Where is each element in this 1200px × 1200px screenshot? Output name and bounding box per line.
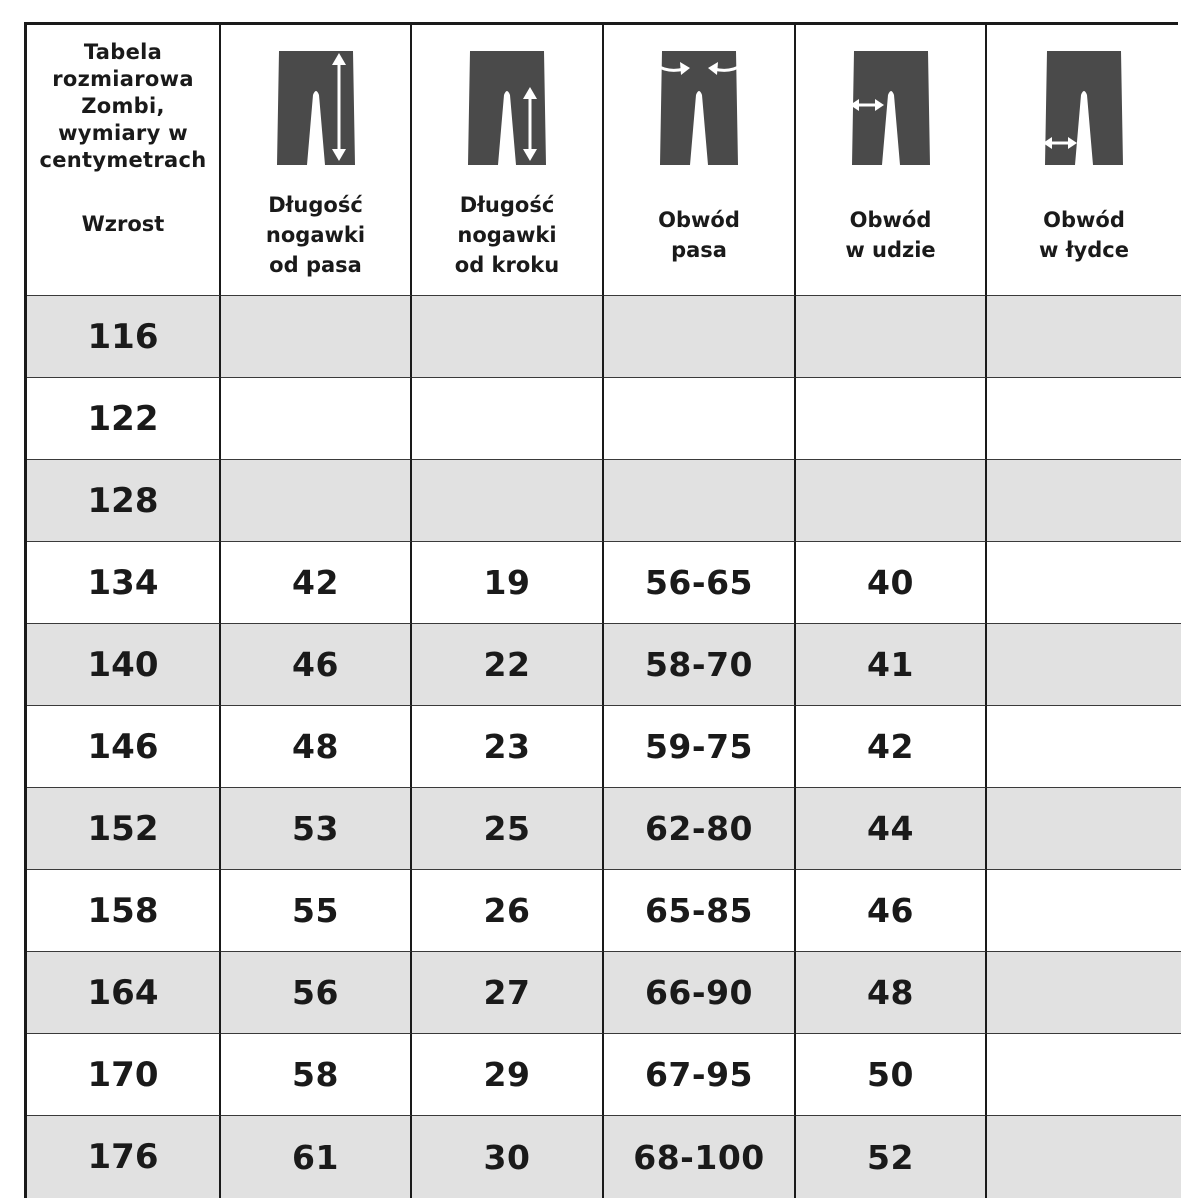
pants-calf-icon xyxy=(1039,47,1129,167)
cell-value: 68-100 xyxy=(633,1137,765,1177)
column-label: Długość nogawki od pasa xyxy=(265,193,366,277)
height-value: 170 xyxy=(87,1054,159,1095)
cell-value: 26 xyxy=(483,891,531,930)
cell-value: 41 xyxy=(867,645,914,684)
height-value: 116 xyxy=(87,316,159,357)
cell-value: 58-70 xyxy=(644,645,754,684)
column-label: Obwód pasa xyxy=(658,208,740,262)
column-header-leg-length-waist xyxy=(221,25,412,296)
cell-value: 52 xyxy=(867,1137,914,1177)
column-header-waist xyxy=(604,25,796,296)
pants-thigh-icon xyxy=(846,47,936,167)
cell-value: 22 xyxy=(483,645,531,684)
cell-value: 56 xyxy=(292,973,339,1012)
cell-value: 55 xyxy=(292,891,339,930)
cell-value: 58 xyxy=(292,1055,339,1094)
cell-value: 25 xyxy=(483,809,531,848)
height-value: 128 xyxy=(87,480,159,521)
cell-value: 66-90 xyxy=(644,973,754,1012)
table-title-cell xyxy=(27,25,221,296)
column-label: Obwód w udzie xyxy=(845,208,936,262)
cell-value: 19 xyxy=(483,563,531,602)
pants-waist-icon xyxy=(654,47,744,167)
pants-full-length-icon xyxy=(271,47,361,167)
cell-value: 46 xyxy=(867,891,914,930)
cell-value: 42 xyxy=(867,727,914,766)
cell-value: 56-65 xyxy=(644,563,754,602)
cell-value: 40 xyxy=(867,563,914,602)
cell-value: 67-95 xyxy=(644,1055,754,1094)
cell-value: 48 xyxy=(292,727,339,766)
column-label: Obwód w łydce xyxy=(1039,208,1129,262)
cell-value: 50 xyxy=(867,1055,914,1094)
height-value: 146 xyxy=(87,726,159,767)
height-value: 176 xyxy=(87,1137,159,1177)
cell-value: 53 xyxy=(292,809,339,848)
column-label: Długość nogawki od kroku xyxy=(454,193,560,277)
size-table xyxy=(24,22,1178,1198)
column-header-thigh xyxy=(796,25,987,296)
height-value: 140 xyxy=(87,644,159,685)
cell-value: 30 xyxy=(483,1137,531,1177)
cell-value: 29 xyxy=(483,1055,531,1094)
cell-value: 23 xyxy=(483,727,531,766)
height-value: 158 xyxy=(87,890,159,931)
cell-value: 65-85 xyxy=(644,891,754,930)
cell-value: 42 xyxy=(292,563,339,602)
height-value: 152 xyxy=(87,808,159,849)
column-header-leg-length-crotch xyxy=(412,25,604,296)
cell-value: 61 xyxy=(292,1137,339,1177)
height-value: 134 xyxy=(87,562,159,603)
column-header-calf xyxy=(987,25,1181,296)
cell-value: 62-80 xyxy=(644,809,754,848)
cell-value: 44 xyxy=(867,809,914,848)
pants-inseam-length-icon xyxy=(462,47,552,167)
table-title: Tabela rozmiarowa Zombi, wymiary w centymetrach xyxy=(39,40,207,172)
height-value: 122 xyxy=(87,398,159,439)
cell-value: 59-75 xyxy=(644,727,754,766)
cell-value: 48 xyxy=(867,973,914,1012)
height-column-label: Wzrost xyxy=(81,212,165,236)
cell-value: 27 xyxy=(483,973,531,1012)
height-value: 164 xyxy=(87,972,159,1013)
cell-value: 46 xyxy=(292,645,339,684)
